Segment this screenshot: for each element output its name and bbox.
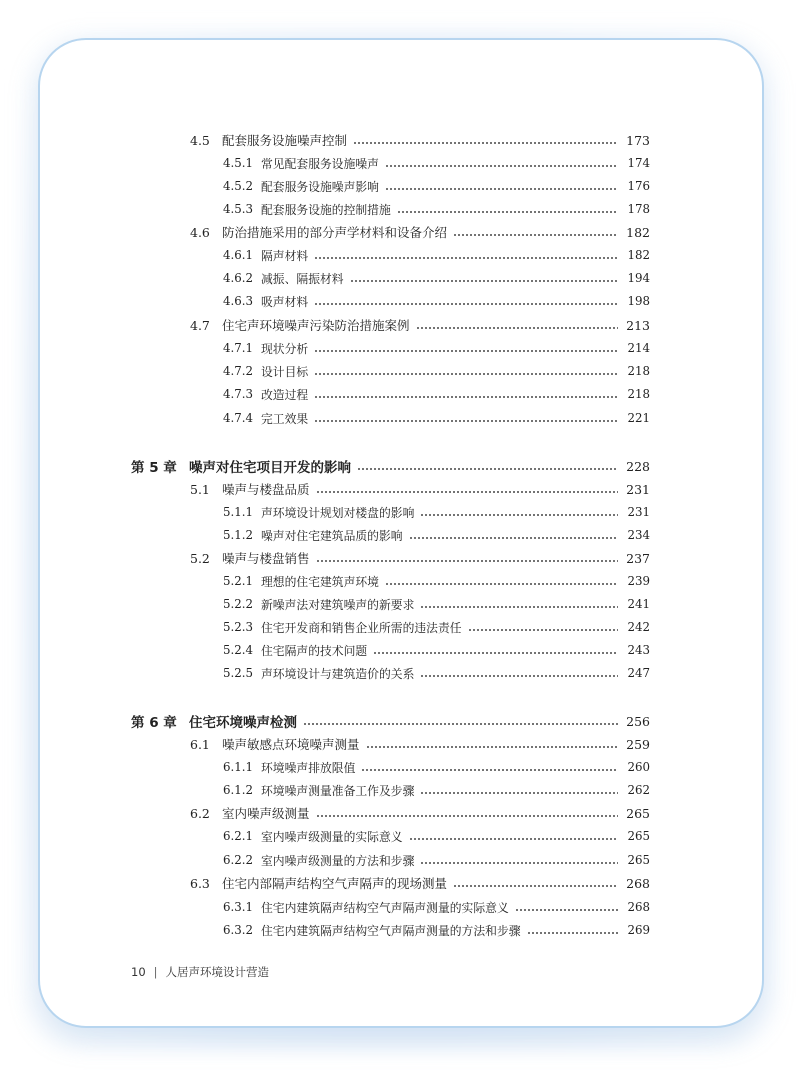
toc-entry-sub (223, 616, 650, 638)
toc-entry-title: 完工效果 (261, 411, 309, 426)
toc-entry-title: 设计目标 (261, 364, 309, 379)
toc-entry-title: 声环境设计与建筑造价的关系 (261, 666, 415, 681)
toc-entry-number: 5.2.2 (223, 597, 254, 611)
toc-entry-number: 5.1.1 (223, 505, 254, 519)
dot-leader (353, 142, 618, 144)
footer-page-number: 10 (131, 965, 146, 979)
toc-entry-sub (223, 896, 650, 918)
toc-entry-title: 声环境设计规划对楼盘的影响 (261, 505, 415, 520)
dot-leader (409, 838, 618, 840)
toc-entry-page: 237 (626, 550, 650, 566)
toc-entry-number: 4.7.4 (223, 411, 254, 425)
toc-entry-title: 减振、隔振材料 (261, 271, 344, 286)
toc-entry-number: 5.2.4 (223, 643, 254, 657)
toc-entry-title: 环境噪声排放限值 (261, 760, 356, 775)
toc-entry-page: 269 (627, 923, 650, 937)
toc-entry-number: 4.5.3 (223, 202, 254, 216)
toc-entry-title: 住宅声环境噪声污染防治措施案例 (222, 318, 410, 333)
toc-entry-title: 住宅内部隔声结构空气声隔声的现场测量 (222, 876, 448, 891)
toc-entry-sub (223, 244, 650, 266)
toc-entry-sub (223, 175, 650, 197)
dot-leader (366, 746, 618, 748)
toc-entry-page: 194 (627, 271, 650, 285)
toc-entry-number: 5.2.5 (223, 666, 254, 680)
toc-entry-sub (223, 524, 650, 546)
toc-entry-number: 6.1.2 (223, 783, 254, 797)
toc-entry-page: 174 (627, 156, 650, 170)
toc-entry-sub (223, 267, 650, 289)
toc-entry-number: 4.6.3 (223, 294, 254, 308)
dot-leader (316, 815, 618, 817)
toc-entry-title: 防治措施采用的部分声学材料和设备介绍 (222, 225, 448, 240)
toc-entry-sub (223, 570, 650, 592)
toc-entry-title: 住宅隔声的技术问题 (261, 643, 368, 658)
dot-leader (357, 468, 618, 470)
toc-entry-page: 259 (626, 736, 650, 752)
toc-entry-title: 常见配套服务设施噪声 (261, 156, 379, 171)
toc-entry-page: 265 (626, 805, 650, 821)
dot-leader (314, 396, 618, 398)
toc-entry-page: 173 (626, 132, 650, 148)
toc-entry-sub (223, 779, 650, 801)
toc-entry-number: 第 5 章 (131, 460, 177, 476)
dot-leader (468, 629, 618, 631)
toc-entry-sub (223, 639, 650, 661)
toc-entry-title: 住宅内建筑隔声结构空气声隔声测量的实际意义 (261, 900, 509, 915)
toc-entry-title: 新噪声法对建筑噪声的新要求 (261, 597, 415, 612)
dot-leader (314, 303, 618, 305)
dot-leader (314, 420, 618, 422)
toc-entry-page: 182 (626, 224, 650, 240)
toc-entry-page: 241 (627, 597, 650, 611)
toc-entry-page: 198 (627, 294, 650, 308)
toc-entry-number: 5.1.2 (223, 528, 254, 542)
dot-leader (420, 606, 618, 608)
dot-leader (385, 583, 618, 585)
dot-leader (350, 280, 618, 282)
toc-entry-sub (223, 825, 650, 847)
toc-entry-sub (223, 198, 650, 220)
dot-leader (303, 723, 618, 725)
toc-entry-page: 218 (627, 387, 650, 401)
toc-entry-number: 6.3.2 (223, 923, 254, 937)
toc-entry-page: 268 (626, 875, 650, 891)
toc-entry-title: 吸声材料 (261, 294, 309, 309)
toc-entry-number: 4.7 (190, 317, 210, 333)
toc-entry-title: 现状分析 (261, 341, 309, 356)
dot-leader (416, 327, 618, 329)
page-footer (131, 964, 269, 980)
toc-entry-title: 噪声对住宅建筑品质的影响 (261, 528, 403, 543)
toc-entry-page: 214 (627, 341, 650, 355)
dot-leader (385, 188, 618, 190)
toc-entry-sec (190, 129, 650, 151)
toc-entry-title: 住宅开发商和销售企业所需的违法责任 (261, 620, 462, 635)
toc-entry-sub (223, 593, 650, 615)
toc-entry-page: 178 (627, 202, 650, 216)
dot-leader (409, 537, 618, 539)
toc-entry-sub (223, 360, 650, 382)
toc-entry-sub (223, 662, 650, 684)
toc-entry-title: 住宅内建筑隔声结构空气声隔声测量的方法和步骤 (261, 923, 521, 938)
dot-leader (314, 350, 618, 352)
toc-entry-sec (190, 547, 650, 569)
toc-entry-sub (223, 501, 650, 523)
dot-leader (420, 514, 618, 516)
dot-leader (314, 257, 618, 259)
toc-entry-number: 4.5.2 (223, 179, 254, 193)
toc-entry-page: 268 (627, 900, 650, 914)
dot-leader (397, 211, 618, 213)
toc-entry-number: 5.2 (190, 550, 210, 566)
toc-entry-sub (223, 152, 650, 174)
dot-leader (453, 885, 618, 887)
dot-leader (316, 560, 618, 562)
toc-entry-title: 室内噪声级测量的实际意义 (261, 829, 403, 844)
toc-entry-sec (190, 221, 650, 243)
toc-entry-page: 265 (627, 829, 650, 843)
toc-entry-number: 4.5.1 (223, 156, 254, 170)
toc-entry-number: 5.1 (190, 481, 210, 497)
toc-entry-number: 4.6 (190, 224, 210, 240)
toc-entry-sub (223, 756, 650, 778)
toc-entry-title: 住宅环境噪声检测 (189, 715, 297, 731)
dot-leader (420, 792, 618, 794)
toc-entry-number: 6.2.1 (223, 829, 254, 843)
toc-entry-sec (190, 314, 650, 336)
toc-entry-title: 噪声对住宅项目开发的影响 (189, 460, 351, 476)
dot-leader (361, 769, 618, 771)
toc-entry-number: 4.6.1 (223, 248, 254, 262)
toc-entry-page: 262 (627, 783, 650, 797)
toc-entry-title: 理想的住宅建筑声环境 (261, 574, 379, 589)
toc-entry-page: 176 (627, 179, 650, 193)
footer-book-title: 人居声环境设计营造 (165, 965, 270, 979)
dot-leader (420, 862, 618, 864)
toc-entry-title: 环境噪声测量准备工作及步骤 (261, 783, 415, 798)
toc-entry-number: 6.2 (190, 805, 210, 821)
toc-entry-number: 4.7.1 (223, 341, 254, 355)
toc-entry-sec (190, 733, 650, 755)
dot-leader (385, 165, 618, 167)
toc-entry-title: 配套服务设施噪声影响 (261, 179, 379, 194)
toc-entry-title: 隔声材料 (261, 248, 309, 263)
toc-entry-page: 231 (626, 481, 650, 497)
toc-entry-number: 5.2.3 (223, 620, 254, 634)
toc-entry-page: 231 (627, 505, 650, 519)
dot-leader (515, 909, 618, 911)
toc-entry-number: 6.1.1 (223, 760, 254, 774)
toc-entry-page: 265 (627, 853, 650, 867)
toc-entry-number: 6.2.2 (223, 853, 254, 867)
toc-entry-title: 噪声与楼盘品质 (222, 482, 310, 497)
toc-entry-sub (223, 407, 650, 429)
toc-entry-page: 213 (626, 317, 650, 333)
toc-entry-page: 221 (627, 411, 650, 425)
dot-leader (316, 491, 618, 493)
toc-entry-chap (131, 710, 650, 732)
toc-entry-number: 4.7.2 (223, 364, 254, 378)
toc-entry-number: 4.7.3 (223, 387, 254, 401)
toc-entry-sub (223, 919, 650, 941)
toc-entry-page: 243 (627, 643, 650, 657)
toc-entry-page: 247 (627, 666, 650, 680)
toc-entry-sec (190, 872, 650, 894)
toc-entry-number: 6.1 (190, 736, 210, 752)
toc-entry-page: 182 (627, 248, 650, 262)
dot-leader (420, 675, 618, 677)
toc-entry-title: 室内噪声级测量的方法和步骤 (261, 853, 415, 868)
toc-entry-number: 6.3 (190, 875, 210, 891)
toc-entry-number: 4.5 (190, 132, 210, 148)
toc-entry-sub (223, 290, 650, 312)
toc-entry-title: 改造过程 (261, 387, 309, 402)
toc-entry-title: 噪声与楼盘销售 (222, 551, 310, 566)
toc-entry-page: 242 (627, 620, 650, 634)
toc-entry-page: 234 (627, 528, 650, 542)
toc-entry-title: 配套服务设施噪声控制 (222, 133, 348, 148)
dot-leader (314, 373, 618, 375)
toc-entry-page: 239 (627, 574, 650, 588)
toc-entry-sub (223, 383, 650, 405)
dot-leader (373, 652, 618, 654)
toc-entry-page: 256 (626, 713, 650, 729)
toc-entry-number: 6.3.1 (223, 900, 254, 914)
toc-entry-sub (223, 337, 650, 359)
toc-entry-sec (190, 478, 650, 500)
toc-entry-page: 228 (626, 458, 650, 474)
toc-entry-page: 218 (627, 364, 650, 378)
toc-entry-title: 配套服务设施的控制措施 (261, 202, 391, 217)
toc-entry-chap (131, 455, 650, 477)
toc-entry-number: 5.2.1 (223, 574, 254, 588)
dot-leader (527, 932, 618, 934)
footer-separator: | (153, 965, 158, 979)
dot-leader (453, 234, 618, 236)
toc-entry-number: 4.6.2 (223, 271, 254, 285)
toc-entry-title: 室内噪声级测量 (222, 806, 310, 821)
toc-entry-page: 260 (627, 760, 650, 774)
toc-entry-sub (223, 849, 650, 871)
toc-entry-title: 噪声敏感点环境噪声测量 (222, 737, 360, 752)
toc-entry-sec (190, 802, 650, 824)
toc-entry-number: 第 6 章 (131, 715, 177, 731)
